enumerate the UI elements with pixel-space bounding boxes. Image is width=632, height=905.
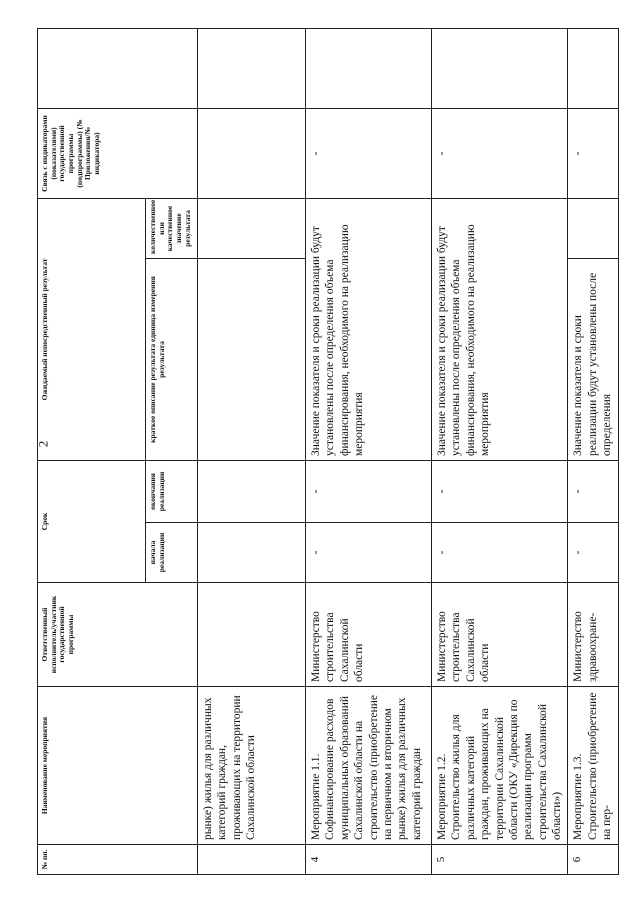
row-responsible: Министерство строительства Сахалинской области	[432, 583, 568, 687]
row-name: Мероприятие 1.1. Софинансирование расходов муниципальных образований Сахалинской области на строительство (приобретение на первичном и вторичном рынке) жилья для различных категорий граждан	[306, 687, 432, 845]
row-num: 6	[568, 845, 618, 875]
row-desc	[198, 258, 306, 460]
header-row	[38, 28, 146, 874]
row-responsible	[198, 583, 306, 687]
row-desc: Значение показателя и сроки реализации будут установлены после определения	[568, 258, 618, 460]
header-result-value: количественное или качественное значение результата	[146, 198, 198, 258]
row-link	[198, 108, 306, 198]
row-name: Мероприятие 1.3. Строительство (приобретение на пер-	[568, 687, 618, 845]
row-start	[198, 523, 306, 583]
row-extra	[568, 28, 618, 108]
header-empty	[38, 28, 198, 108]
row-name: рынке) жилья для различных категорий граждан, проживающих на территории Сахалинской области	[198, 687, 306, 845]
row-end: -	[432, 460, 568, 522]
rotated-table-container	[37, 29, 614, 875]
row-desc: Значение показателя и сроки реализации будут установлены после определения объема финансирования, необходимого на реализацию мероприятия	[306, 198, 432, 460]
measures-table	[37, 28, 619, 875]
row-start: -	[568, 523, 618, 583]
row-extra	[432, 28, 568, 108]
row-value	[568, 198, 618, 258]
table-row	[306, 28, 432, 874]
row-link: -	[306, 108, 432, 198]
row-desc: Значение показателя и сроки реализации будут установлены после определения объема финансирования, необходимого на реализацию мероприятия	[432, 198, 568, 460]
header-responsible: Ответственный исполнитель/участник государственной программы	[38, 583, 198, 687]
header-num: № пп.	[38, 845, 198, 875]
row-end: -	[306, 460, 432, 522]
page-number: 2	[35, 440, 51, 448]
row-start: -	[432, 523, 568, 583]
header-name: Наименование мероприятия	[38, 687, 198, 845]
row-num: 4	[306, 845, 432, 875]
table-row	[432, 28, 568, 874]
row-link: -	[432, 108, 568, 198]
header-term-end: окончания реализации	[146, 460, 198, 522]
row-responsible: Министерство здравоохране-	[568, 583, 618, 687]
row-start: -	[306, 523, 432, 583]
row-end	[198, 460, 306, 522]
header-link: Связь с индикаторами (показателями) государственной программы (подпрограммы) (№ Приложения/№ индикатора)	[38, 108, 198, 198]
row-responsible: Министерство строительства Сахалинской области	[306, 583, 432, 687]
row-num	[198, 845, 306, 875]
row-extra	[198, 28, 306, 108]
row-value	[198, 198, 306, 258]
table-row	[198, 28, 306, 874]
header-result-desc: краткое описание результата единица измерения результата	[146, 258, 198, 460]
header-term: Срок	[38, 460, 146, 582]
row-end: -	[568, 460, 618, 522]
row-num: 5	[432, 845, 568, 875]
table-row	[568, 28, 618, 874]
row-extra	[306, 28, 432, 108]
row-link: -	[568, 108, 618, 198]
header-result: Ожидаемый непосредственный результат	[38, 198, 146, 460]
header-term-start: начала реализации	[146, 523, 198, 583]
row-name: Мероприятие 1.2. Строительство жилья для различных категорий граждан, проживающих на территории Сахалинской области (ОКУ «Дирекция по реализации программ строительства Сахалинской области»)	[432, 687, 568, 845]
